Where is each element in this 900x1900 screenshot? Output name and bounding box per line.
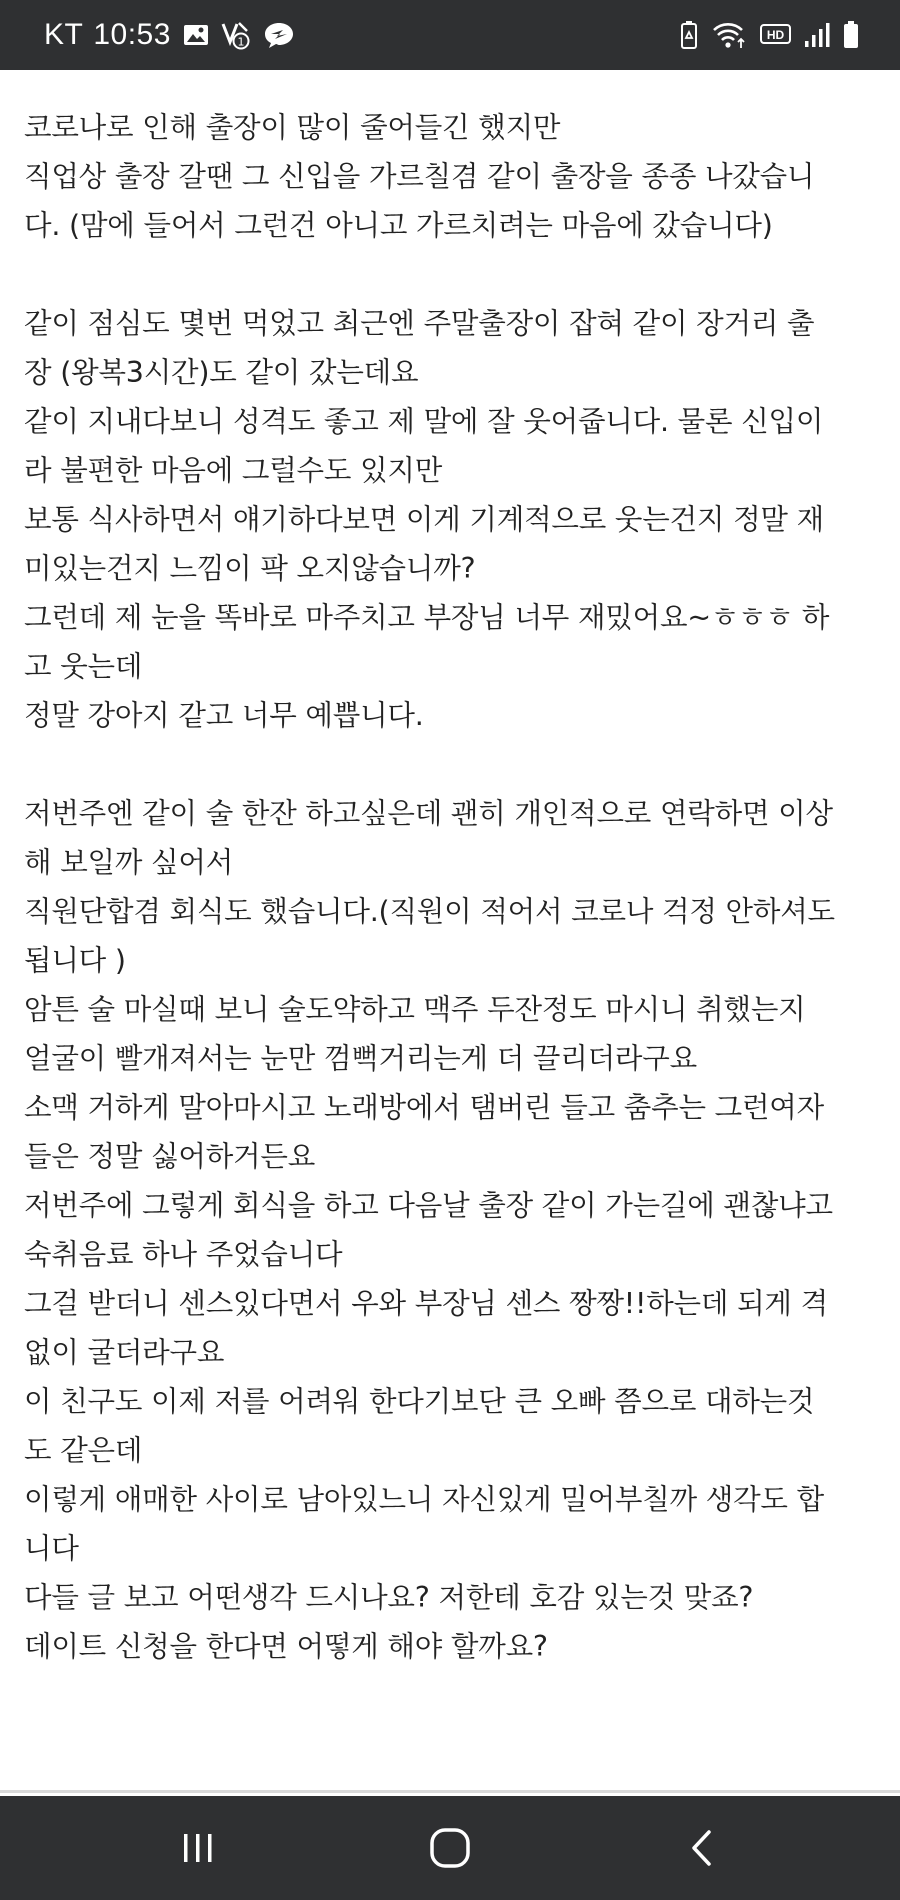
post-text-line: 이렇게 애매한 사이로 남아있느니 자신있게 밀어부칠까 생각도 합 bbox=[24, 1483, 824, 1516]
post-text-line: 도 같은데 bbox=[24, 1434, 143, 1467]
post-text-line: 저번주에 그렇게 회식을 하고 다음날 출장 같이 가는길에 괜찮냐고 bbox=[24, 1189, 833, 1222]
status-left bbox=[44, 0, 295, 70]
post-text-line: 미있는건지 느낌이 팍 오지않습니까? bbox=[24, 552, 476, 585]
post-text-line: 직원단합겸 회식도 했습니다.(직원이 적어서 코로나 걱정 안하셔도 bbox=[24, 895, 835, 928]
post-text-line: 같이 점심도 몇번 먹었고 최근엔 주말출장이 잡혀 같이 장거리 출 bbox=[24, 307, 815, 340]
hd-voice-icon bbox=[760, 22, 792, 48]
post-text-line: 니다 bbox=[24, 1532, 79, 1565]
home-button[interactable] bbox=[410, 1818, 490, 1878]
recent-apps-button[interactable] bbox=[158, 1818, 238, 1878]
clock: 10:53 bbox=[93, 18, 171, 51]
post-text-line: 소맥 거하게 말아마시고 노래방에서 탬버린 들고 춤추는 그런여자 bbox=[24, 1091, 824, 1124]
wifi-icon bbox=[712, 20, 748, 50]
battery-icon bbox=[842, 20, 860, 50]
post-text-line: 암튼 술 마실때 보니 술도약하고 맥주 두잔정도 마시니 취했는지 bbox=[24, 993, 806, 1026]
post-text-line: 그걸 받더니 센스있다면서 우와 부장님 센스 짱짱!!하는데 되게 격 bbox=[24, 1287, 828, 1320]
post-text-line: 없이 굴더라구요 bbox=[24, 1336, 225, 1369]
post-text-line: 보통 식사하면서 얘기하다보면 이게 기계적으로 웃는건지 정말 재 bbox=[24, 503, 824, 536]
post-text-line: 같이 지내다보니 성격도 좋고 제 말에 잘 웃어줍니다. 물론 신입이 bbox=[24, 405, 824, 438]
recent-apps-icon bbox=[178, 1828, 218, 1868]
post-text-line: 고 웃는데 bbox=[24, 650, 143, 683]
home-icon bbox=[428, 1826, 472, 1870]
svg-text:HD: HD bbox=[766, 28, 785, 42]
navigation-bar bbox=[0, 1796, 900, 1900]
back-button[interactable] bbox=[662, 1818, 742, 1878]
post-text-line: 얼굴이 빨개져서는 눈만 껌뻑거리는게 더 끌리더라구요 bbox=[24, 1042, 697, 1075]
divider bbox=[0, 1790, 900, 1793]
signal-icon bbox=[804, 21, 830, 49]
battery-saver-icon bbox=[678, 20, 700, 50]
post-body bbox=[24, 103, 884, 1671]
post-text-line: 그런데 제 눈을 똑바로 마주치고 부장님 너무 재밌어요~ㅎㅎㅎ 하 bbox=[24, 601, 830, 634]
chat-bubble-icon bbox=[263, 21, 295, 49]
status-right bbox=[678, 0, 860, 70]
volte-missed-call-icon bbox=[221, 20, 251, 50]
status-bar bbox=[0, 0, 900, 70]
post-text-line: 데이트 신청을 한다면 어떻게 해야 할까요? bbox=[24, 1630, 548, 1663]
svg-text:1: 1 bbox=[237, 35, 245, 49]
post-text-line: 이 친구도 이제 저를 어려워 한다기보단 큰 오빠 쯤으로 대하는것 bbox=[24, 1385, 815, 1418]
post-text-line: 해 보일까 싶어서 bbox=[24, 846, 234, 879]
post-text-line: 저번주엔 같이 술 한잔 하고싶은데 괜히 개인적으로 연락하면 이상 bbox=[24, 797, 833, 830]
post-text-line: 다. (맘에 들어서 그런건 아니고 가르치려는 마음에 갔습니다) bbox=[24, 209, 773, 242]
blank-line bbox=[24, 250, 884, 299]
post-text-line: 코로나로 인해 출장이 많이 줄어들긴 했지만 bbox=[24, 111, 561, 144]
carrier-label: KT bbox=[44, 18, 84, 51]
post-text-line: 됩니다 ) bbox=[24, 944, 126, 977]
blank-line bbox=[24, 740, 884, 789]
post-text-line: 들은 정말 싫어하거든요 bbox=[24, 1140, 316, 1173]
post-text-line: 장 (왕복3시간)도 같이 갔는데요 bbox=[24, 356, 419, 389]
back-icon bbox=[682, 1826, 722, 1870]
post-text-line: 숙취음료 하나 주었습니다 bbox=[24, 1238, 343, 1271]
post-text-line: 직업상 출장 갈땐 그 신입을 가르칠겸 같이 출장을 종종 나갔습니 bbox=[24, 160, 815, 193]
post-text-line: 다들 글 보고 어떤생각 드시나요? 저한테 호감 있는것 맞죠? bbox=[24, 1581, 754, 1614]
post-text-line: 정말 강아지 같고 너무 예쁩니다. bbox=[24, 699, 424, 732]
gallery-icon bbox=[183, 23, 209, 47]
post-text-line: 라 불편한 마음에 그럴수도 있지만 bbox=[24, 454, 443, 487]
